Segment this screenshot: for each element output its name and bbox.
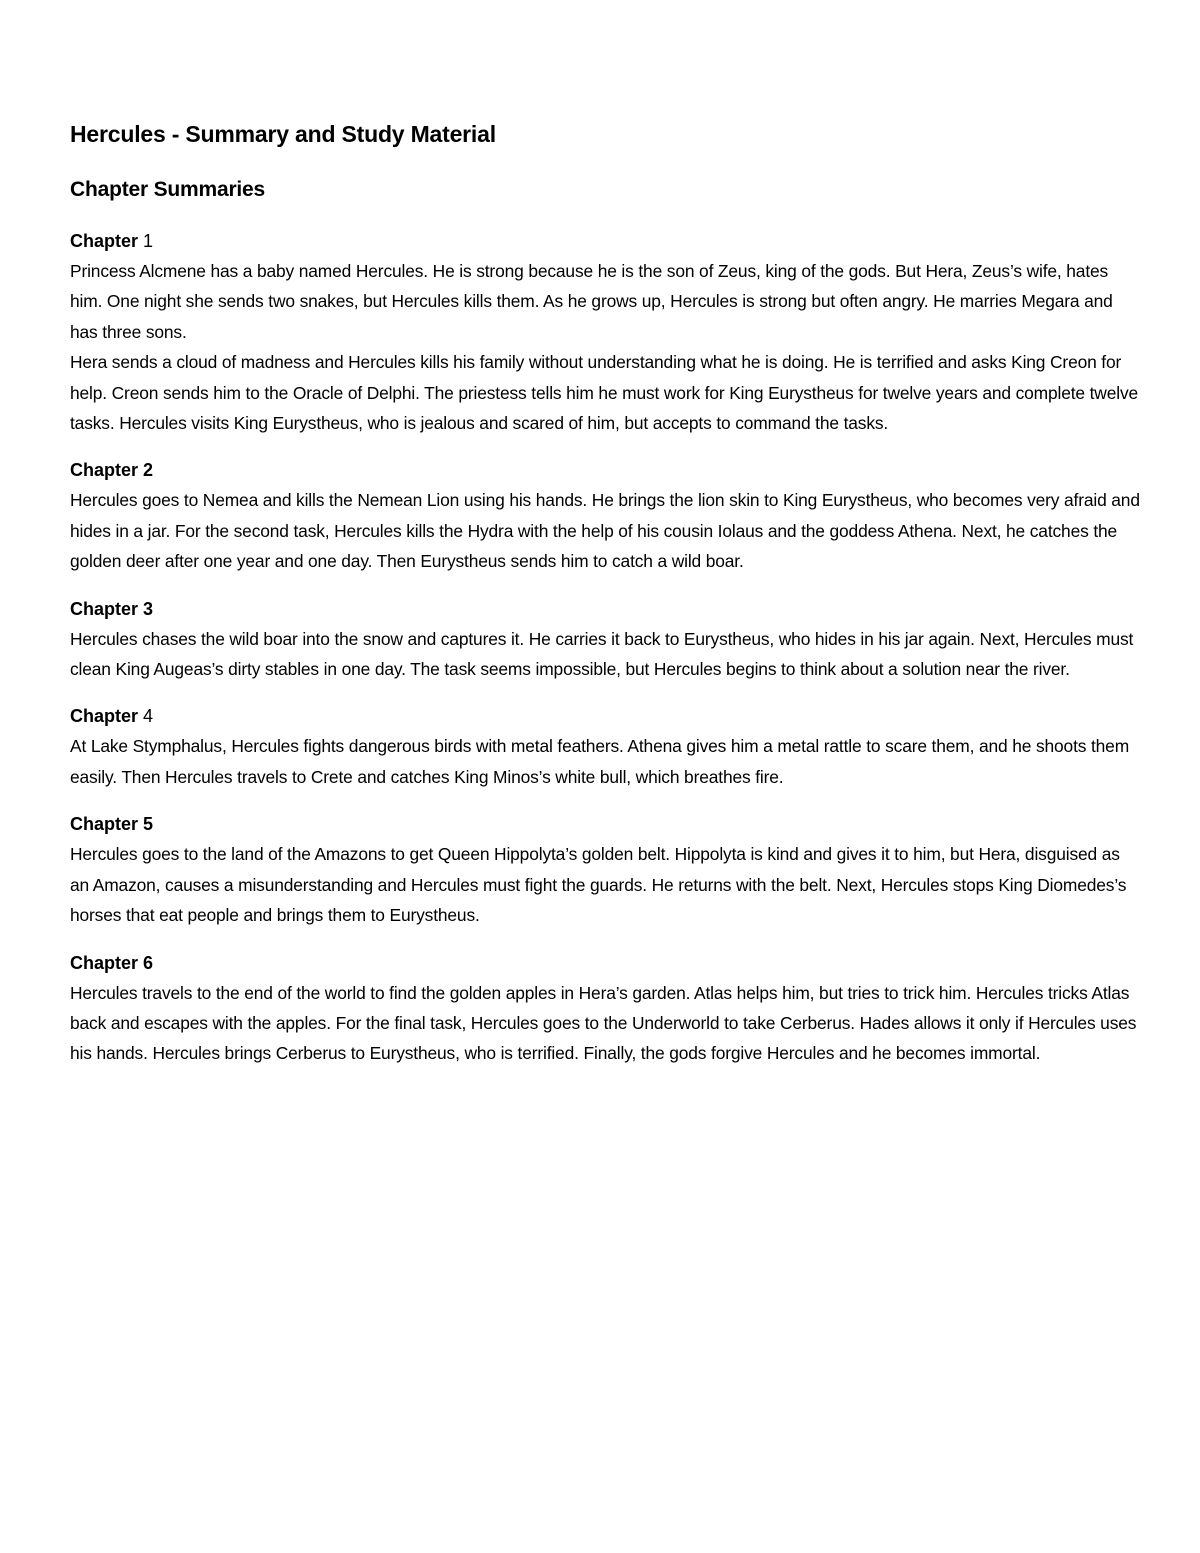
chapter-paragraph: Princess Alcmene has a baby named Hercules. He is strong because he is the son of Zeus, king of the gods. But Hera, Zeus’s wife, hates him. One night she sends two snakes, but Hercules kills them. As he grows up, Hercules is strong but often angry. He marries Megara and has three sons.: [70, 261, 1113, 342]
chapter-label: Chapter: [70, 598, 139, 619]
section-title: Chapter Summaries: [70, 178, 266, 201]
chapter-label: Chapter: [70, 460, 139, 481]
chapter-label: Chapter: [70, 706, 139, 727]
chapter-paragraph: Hera sends a cloud of madness and Hercules kills his family without understanding what he is doing. He is terrified and asks King Creon for help. Creon sends him to the Oracle of Delphi. The priestess tells him he must work for King Eurystheus for twelve years and complete twelve tasks. Hercules visits King Eurystheus, who is jealous and scared of him, but accepts to command the tasks.: [70, 352, 1139, 434]
chapter-paragraph: Hercules goes to Nemea and kills the Nemean Lion using his hands. He brings the lion skin to King Eurystheus, who becomes very afraid and hides in a jar. For the second task, Hercules kills the Hydra with the help of his cousin Iolaus and the goddess Athena. Next, he catches the golden deer after one year and one day. Then Eurystheus sends him to catch a wild boar.: [70, 490, 1140, 572]
chapter-heading: [70, 594, 1140, 624]
chapter-3: [70, 594, 1140, 685]
chapter-label: Chapter: [70, 231, 139, 251]
chapter-number: 6: [143, 952, 154, 973]
chapter-paragraph: Hercules chases the wild boar into the snow and captures it. He carries it back to Eurystheus, who hides in his jar again. Next, Hercules must clean King Augeas’s dirty stables in one day. The task seems impossible, but Hercules begins to think about a solution near the river.: [70, 628, 1134, 680]
chapter-paragraph: Hercules travels to the end of the world to find the golden apples in Hera’s garden. Atlas helps him, but tries to trick him. Hercules tricks Atlas back and escapes with the apples. For the final task, Hercules goes to the Underworld to take Cerberus. Hades allows it only if Hercules uses his hands. Hercules brings Cerberus to Eurystheus, who is terrified. Finally, the gods forgive Hercules and he becomes immortal.: [70, 982, 1137, 1064]
chapter-heading: [70, 809, 1140, 839]
chapter-number: 3: [143, 598, 154, 619]
chapter-1: [70, 226, 1140, 438]
chapter-heading: [70, 226, 1140, 256]
document-page: [70, 118, 1140, 1069]
chapter-heading: [70, 948, 1140, 978]
chapter-number: 1: [143, 231, 154, 251]
chapter-4: [70, 701, 1140, 792]
chapter-paragraph: Hercules goes to the land of the Amazons to get Queen Hippolyta’s golden belt. Hippolyta is kind and gives it to him, but Hera, disguised as an Amazon, causes a misunderstanding and Hercules must fight the guards. He returns with the belt. Next, Hercules stops King Diomedes’s horses that eat people and brings them to Eurystheus.: [70, 844, 1127, 926]
chapter-5: [70, 809, 1140, 930]
chapter-heading: [70, 701, 1140, 731]
chapter-label: Chapter: [70, 952, 139, 973]
chapter-label: Chapter: [70, 814, 139, 835]
chapter-2: [70, 455, 1140, 576]
chapter-6: [70, 948, 1140, 1069]
document-title: Hercules - Summary and Study Material: [70, 121, 496, 147]
chapter-paragraph: At Lake Stymphalus, Hercules fights dangerous birds with metal feathers. Athena gives him a metal rattle to scare them, and he shoots them easily. Then Hercules travels to Crete and catches King Minos’s white bull, which breathes fire.: [70, 736, 1130, 787]
chapter-heading: [70, 455, 1140, 485]
chapter-number: 5: [143, 814, 154, 835]
chapter-number: 4: [143, 706, 154, 727]
chapter-number: 2: [143, 460, 154, 481]
